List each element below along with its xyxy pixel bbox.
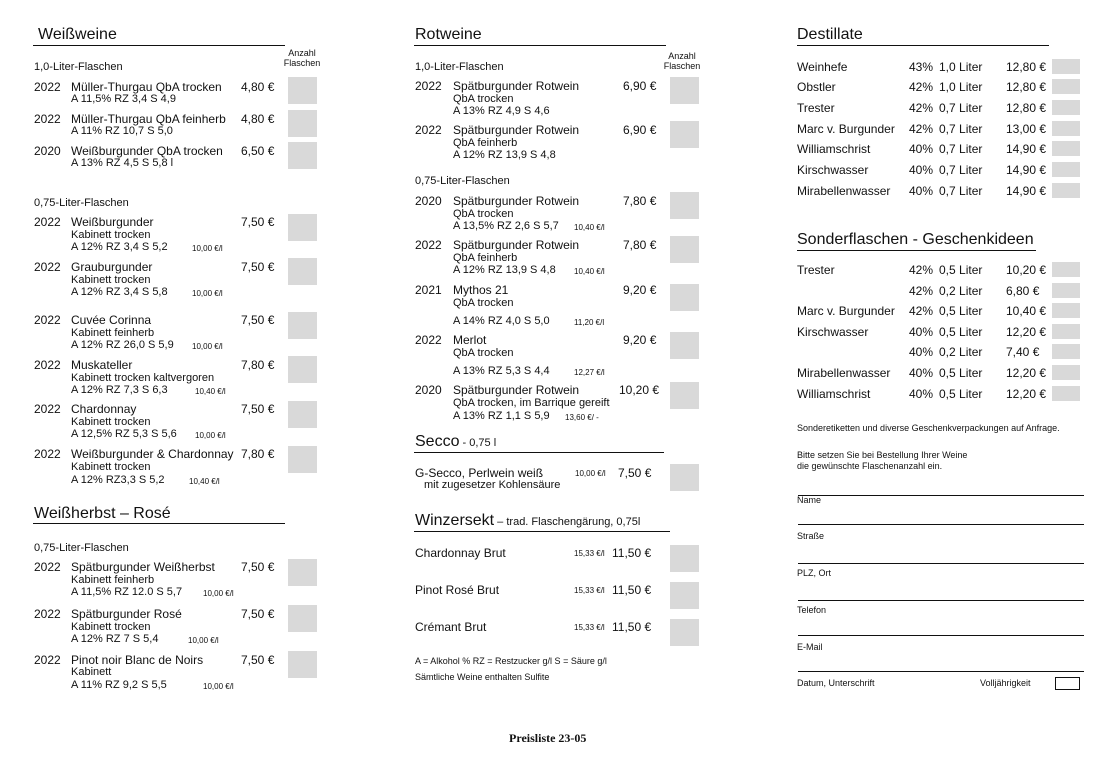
wine-analysis: A 11% RZ 9,2 S 5,5 (71, 679, 167, 691)
subhead-1l: 1,0-Liter-Flaschen (34, 61, 123, 73)
wine-quality: Kabinett trocken (71, 461, 151, 473)
wine-price: 11,50 € (612, 620, 652, 634)
wine-price: 7,50 € (241, 653, 275, 667)
wine-analysis: A 14% RZ 4,0 S 5,0 (453, 315, 550, 327)
quantity-box[interactable] (670, 582, 699, 609)
spirit-alcohol: 40% (909, 163, 934, 177)
wine-analysis: A 13,5% RZ 2,6 S 5,7 (453, 220, 559, 232)
quantity-box[interactable] (288, 401, 317, 428)
wine-name: Pinot Rosé Brut (415, 583, 500, 597)
spirit-alcohol: 42% (909, 284, 934, 298)
section-title-secco (415, 433, 496, 451)
price-per-liter: 15,33 €/l (574, 623, 605, 632)
quantity-box[interactable] (288, 258, 317, 285)
quantity-box[interactable] (288, 142, 317, 169)
wine-year: 2022 (34, 80, 61, 94)
spirit-name: Marc v. Burgunder (797, 304, 895, 318)
wine-analysis: A 12% RZ 3,4 S 5,2 (71, 241, 168, 253)
adult-checkbox[interactable] (1055, 677, 1080, 690)
quantity-box[interactable] (670, 192, 699, 219)
field-label-phone: Telefon (797, 605, 827, 615)
wine-price: 7,50 € (241, 402, 275, 416)
quantity-box[interactable] (670, 284, 699, 311)
order-instruction-1: Bitte setzen Sie bei Bestellung Ihrer Weine (797, 450, 968, 460)
spirit-price: 6,80 € (1006, 284, 1040, 298)
quantity-box[interactable] (1052, 283, 1080, 298)
legend-sulfites: Sämtliche Weine enthalten Sulfite (415, 672, 550, 682)
order-instruction-2: die gewünschte Flaschenanzahl ein. (797, 461, 943, 471)
spirit-volume: 1,0 Liter (939, 60, 983, 74)
price-per-liter: 10,00 €/l (188, 636, 219, 645)
spirit-name: Weinhefe (797, 60, 848, 74)
section-title-sekt (415, 512, 640, 530)
spirit-volume: 0,5 Liter (939, 263, 983, 277)
wine-name: G-Secco, Perlwein weiß (415, 466, 544, 480)
price-per-liter: 15,33 €/l (574, 586, 605, 595)
section-rule (414, 531, 670, 532)
field-label-street: Straße (797, 531, 825, 541)
wine-price: 7,50 € (618, 466, 652, 480)
quantity-box[interactable] (1052, 303, 1080, 318)
wine-price: 6,90 € (623, 123, 657, 137)
spirit-name: Williamschrist (797, 142, 871, 156)
price-per-liter: 10,40 €/l (189, 477, 220, 486)
wine-price: 7,50 € (241, 260, 275, 274)
section-title-sonder: Sonderflaschen - Geschenkideen (797, 231, 1034, 248)
subhead-075l: 0,75-Liter-Flaschen (34, 542, 129, 554)
wine-name: Chardonnay Brut (415, 546, 506, 560)
quantity-box[interactable] (1052, 324, 1080, 339)
price-per-liter: 13,60 €/ - (565, 413, 599, 422)
quantity-box[interactable] (288, 605, 317, 632)
wine-quality: Kabinett feinherb (71, 327, 155, 339)
form-line (798, 495, 1084, 496)
spirit-alcohol: 40% (909, 325, 934, 339)
city-field[interactable] (798, 600, 1084, 601)
wine-year: 2022 (34, 402, 61, 416)
wine-year: 2022 (415, 123, 442, 137)
wine-price: 4,80 € (241, 80, 275, 94)
spirit-name: Kirschwasser (797, 163, 869, 177)
spirit-price: 14,90 € (1006, 163, 1047, 177)
wine-quality: QbA trocken, im Barrique gereift (453, 397, 610, 409)
spirit-price: 12,20 € (1006, 366, 1047, 380)
wine-quality: Kabinett trocken (71, 229, 151, 241)
section-rule (33, 45, 285, 46)
wine-name: Pinot noir Blanc de Noirs (71, 653, 204, 667)
quantity-box[interactable] (288, 651, 317, 678)
spirit-volume: 0,7 Liter (939, 101, 983, 115)
wine-year: 2022 (34, 653, 61, 667)
spirit-volume: 0,2 Liter (939, 284, 983, 298)
wine-analysis: A 13% RZ 5,3 S 4,4 (453, 365, 550, 377)
footer-price-list-id: Preisliste 23-05 (509, 731, 587, 745)
subhead-075l: 0,75-Liter-Flaschen (34, 197, 129, 209)
spirit-alcohol: 42% (909, 304, 934, 318)
wine-analysis: A 12% RZ 3,4 S 5,8 (71, 286, 168, 298)
wine-year: 2022 (415, 333, 442, 347)
wine-quality: QbA trocken (453, 208, 514, 220)
wine-name: Weißburgunder (71, 215, 154, 229)
wine-quality: Kabinett trocken (71, 621, 151, 633)
wine-year: 2022 (34, 607, 61, 621)
wine-name: Muskateller (71, 358, 133, 372)
section-rule (414, 45, 666, 46)
wine-quality: QbA trocken (453, 347, 514, 359)
name-field[interactable] (798, 524, 1084, 525)
section-title-destillate: Destillate (797, 26, 863, 43)
spirit-price: 12,80 € (1006, 101, 1047, 115)
quantity-box[interactable] (670, 332, 699, 359)
field-label-name: Name (797, 495, 822, 505)
spirit-volume: 0,5 Liter (939, 325, 983, 339)
spirit-alcohol: 40% (909, 345, 934, 359)
wine-analysis: A 12% RZ 7,3 S 6,3 (71, 384, 168, 396)
wine-price: 11,50 € (612, 583, 652, 597)
wine-analysis: A 12% RZ 26,0 S 5,9 (71, 339, 174, 351)
wine-year: 2020 (415, 383, 442, 397)
quantity-box[interactable] (1052, 162, 1080, 177)
wine-quality: mit zugesetzer Kohlensäure (424, 479, 561, 491)
section-title-rose: Weißherbst – Rosé (34, 505, 171, 522)
signature-label: Datum, Unterschrift (797, 678, 875, 688)
wine-name: Spätburgunder Rotwein (453, 238, 580, 252)
quantity-box[interactable] (1052, 386, 1080, 401)
quantity-box[interactable] (670, 464, 699, 491)
price-per-liter: 15,33 €/l (574, 549, 605, 558)
spirit-name: Trester (797, 263, 835, 277)
spirit-alcohol: 40% (909, 387, 934, 401)
wine-price: 6,50 € (241, 144, 275, 158)
street-field[interactable] (798, 563, 1084, 564)
quantity-box[interactable] (288, 312, 317, 339)
spirit-alcohol: 42% (909, 80, 934, 94)
section-rule (797, 45, 1049, 46)
spirit-name: Mirabellenwasser (797, 366, 891, 380)
wine-year: 2020 (415, 194, 442, 208)
wine-quality: Kabinett trocken (71, 416, 151, 428)
price-per-liter: 11,20 €/l (574, 318, 605, 327)
wine-name: Weißburgunder QbA trocken (71, 144, 223, 158)
wine-analysis: A 11,5% RZ 12.0 S 5,7 (71, 586, 183, 598)
spirit-volume: 0,5 Liter (939, 387, 983, 401)
wine-year: 2022 (34, 112, 61, 126)
spirit-volume: 0,5 Liter (939, 304, 983, 318)
sekt-title: Winzersekt (415, 512, 495, 529)
quantity-box[interactable] (1052, 344, 1080, 359)
quantity-box[interactable] (670, 121, 699, 148)
wine-quality: Kabinett (71, 666, 112, 678)
quantity-box[interactable] (1052, 100, 1080, 115)
quantity-box[interactable] (670, 382, 699, 409)
wine-name: Müller-Thurgau QbA trocken (71, 80, 222, 94)
quantity-box[interactable] (288, 446, 317, 473)
wine-name: Spätburgunder Weißherbst (71, 560, 215, 574)
spirit-name: Kirschwasser (797, 325, 869, 339)
quantity-box[interactable] (288, 356, 317, 383)
phone-field[interactable] (798, 635, 1084, 636)
wine-price: 7,80 € (623, 194, 657, 208)
wine-analysis: A 12% RZ 7 S 5,4 (71, 633, 159, 645)
quantity-box[interactable] (1052, 183, 1080, 198)
spirit-price: 10,20 € (1006, 263, 1047, 277)
wine-year: 2022 (34, 215, 61, 229)
spirit-volume: 0,2 Liter (939, 345, 983, 359)
spirit-alcohol: 42% (909, 263, 934, 277)
wine-year: 2022 (415, 79, 442, 93)
price-per-liter: 10,00 €/l (575, 469, 606, 478)
anzahl-header: Anzahl Flaschen (283, 48, 321, 68)
wine-analysis: A 13% RZ 1,1 S 5,9 (453, 410, 550, 422)
spirit-volume: 1,0 Liter (939, 80, 983, 94)
anzahl-header: Anzahl Flaschen (663, 51, 701, 71)
wine-price: 7,80 € (241, 447, 275, 461)
wine-price: 7,50 € (241, 607, 275, 621)
wine-price: 7,50 € (241, 215, 275, 229)
wine-year: 2022 (34, 560, 61, 574)
wine-analysis: A 11,5% RZ 3,4 S 4,9 (71, 93, 176, 105)
wine-price: 7,80 € (241, 358, 275, 372)
field-label-email: E-Mail (797, 642, 823, 652)
quantity-box[interactable] (670, 77, 699, 104)
wine-name: Cuvée Corinna (71, 313, 152, 327)
quantity-box[interactable] (670, 236, 699, 263)
price-per-liter: 10,00 €/l (203, 589, 234, 598)
wine-name: Müller-Thurgau QbA feinherb (71, 112, 226, 126)
subhead-1l: 1,0-Liter-Flaschen (415, 61, 504, 73)
spirit-alcohol: 40% (909, 366, 934, 380)
spirit-name: Williamschrist (797, 387, 871, 401)
field-label-city: PLZ, Ort (797, 568, 832, 578)
quantity-box[interactable] (1052, 59, 1080, 74)
spirit-alcohol: 40% (909, 142, 934, 156)
spirit-price: 12,80 € (1006, 60, 1047, 74)
quantity-box[interactable] (1052, 79, 1080, 94)
spirit-price: 12,20 € (1006, 325, 1047, 339)
quantity-box[interactable] (1052, 365, 1080, 380)
wine-name: Crémant Brut (415, 620, 487, 634)
spirit-alcohol: 40% (909, 184, 934, 198)
email-field[interactable] (798, 671, 1084, 672)
spirit-price: 13,00 € (1006, 122, 1047, 136)
section-rule (797, 250, 1036, 251)
wine-year: 2022 (34, 447, 61, 461)
price-per-liter: 10,40 €/l (195, 387, 226, 396)
wine-price: 6,90 € (623, 79, 657, 93)
spirit-alcohol: 43% (909, 60, 934, 74)
wine-price: 10,20 € (619, 383, 660, 397)
wine-quality: Kabinett trocken kaltvergoren (71, 372, 215, 384)
quantity-box[interactable] (288, 110, 317, 137)
sekt-suffix: – trad. Flaschengärung, 0,75l (494, 516, 641, 528)
spirit-volume: 0,5 Liter (939, 366, 983, 380)
spirit-price: 14,90 € (1006, 142, 1047, 156)
wine-name: Merlot (453, 333, 487, 347)
wine-quality: QbA trocken (453, 297, 514, 309)
wine-year: 2022 (34, 313, 61, 327)
section-rule (414, 452, 664, 453)
wine-name: Weißburgunder & Chardonnay (71, 447, 234, 461)
wine-name: Grauburgunder (71, 260, 153, 274)
wine-name: Spätburgunder Rotwein (453, 383, 580, 397)
wine-year: 2022 (34, 358, 61, 372)
price-per-liter: 10,40 €/l (574, 223, 605, 232)
spirit-volume: 0,7 Liter (939, 184, 983, 198)
wine-name: Spätburgunder Rotwein (453, 194, 580, 208)
price-per-liter: 12,27 €/l (574, 368, 605, 377)
price-per-liter: 10,00 €/l (192, 289, 223, 298)
wine-price: 11,50 € (612, 546, 652, 560)
price-per-liter: 10,00 €/l (192, 342, 223, 351)
quantity-box[interactable] (670, 619, 699, 646)
wine-analysis: A 12,5% RZ 5,3 S 5,6 (71, 428, 177, 440)
wine-price: 9,20 € (623, 283, 657, 297)
spirit-name: Mirabellenwasser (797, 184, 891, 198)
wine-name: Spätburgunder Rotwein (453, 123, 580, 137)
quantity-box[interactable] (1052, 262, 1080, 277)
quantity-box[interactable] (288, 214, 317, 241)
secco-suffix: - 0,75 l (459, 437, 497, 449)
spirit-volume: 0,7 Liter (939, 122, 983, 136)
special-label-note: Sonderetiketten und diverse Geschenkverpackungen auf Anfrage. (797, 423, 1060, 433)
wine-price: 7,50 € (241, 313, 275, 327)
subhead-075l: 0,75-Liter-Flaschen (415, 175, 510, 187)
spirit-volume: 0,7 Liter (939, 142, 983, 156)
wine-analysis: A 12% RZ 13,9 S 4,8 (453, 264, 556, 276)
section-title-rotwein: Rotweine (415, 26, 482, 43)
quantity-box[interactable] (1052, 141, 1080, 156)
wine-analysis: A 13% RZ 4,9 S 4,6 (453, 105, 550, 117)
wine-name: Spätburgunder Rotwein (453, 79, 580, 93)
wine-quality: QbA trocken (453, 93, 514, 105)
wine-year: 2021 (415, 283, 442, 297)
wine-price: 7,80 € (623, 238, 657, 252)
wine-analysis: A 12% RZ 13,9 S 4,8 (453, 149, 556, 161)
spirit-alcohol: 42% (909, 122, 934, 136)
spirit-name: Obstler (797, 80, 836, 94)
legend-abbreviations: A = Alkohol % RZ = Restzucker g/l S = Säure g/l (415, 656, 607, 666)
spirit-alcohol: 42% (909, 101, 934, 115)
price-per-liter: 10,40 €/l (574, 267, 605, 276)
secco-title: Secco (415, 433, 460, 450)
spirit-price: 7,40 € (1006, 345, 1040, 359)
wine-price: 9,20 € (623, 333, 657, 347)
section-rule (33, 523, 285, 524)
wine-price: 4,80 € (241, 112, 275, 126)
section-title-weisswein: Weißweine (38, 26, 117, 43)
spirit-price: 14,90 € (1006, 184, 1047, 198)
wine-price: 7,50 € (241, 560, 275, 574)
price-per-liter: 10,00 €/l (192, 244, 223, 253)
price-per-liter: 10,00 €/l (195, 431, 226, 440)
quantity-box[interactable] (670, 545, 699, 572)
spirit-volume: 0,7 Liter (939, 163, 983, 177)
quantity-box[interactable] (1052, 121, 1080, 136)
wine-quality: Kabinett feinherb (71, 574, 155, 586)
wine-year: 2020 (34, 144, 61, 158)
quantity-box[interactable] (288, 77, 317, 104)
spirit-price: 12,80 € (1006, 80, 1047, 94)
wine-quality: QbA feinherb (453, 252, 518, 264)
wine-analysis: A 11% RZ 10,7 S 5,0 (71, 125, 173, 137)
quantity-box[interactable] (288, 559, 317, 586)
spirit-price: 12,20 € (1006, 387, 1047, 401)
wine-year: 2022 (415, 238, 442, 252)
spirit-name: Trester (797, 101, 835, 115)
wine-analysis: A 13% RZ 4,5 S 5,8 l (71, 157, 174, 169)
price-per-liter: 10,00 €/l (203, 682, 234, 691)
wine-analysis: A 12% RZ3,3 S 5,2 (71, 474, 165, 486)
wine-name: Spätburgunder Rosé (71, 607, 182, 621)
wine-name: Chardonnay (71, 402, 137, 416)
wine-year: 2022 (34, 260, 61, 274)
wine-quality: QbA feinherb (453, 137, 518, 149)
adult-label: Volljährigkeit (980, 678, 1031, 688)
spirit-name: Marc v. Burgunder (797, 122, 895, 136)
spirit-price: 10,40 € (1006, 304, 1047, 318)
wine-name: Mythos 21 (453, 283, 509, 297)
wine-quality: Kabinett trocken (71, 274, 151, 286)
